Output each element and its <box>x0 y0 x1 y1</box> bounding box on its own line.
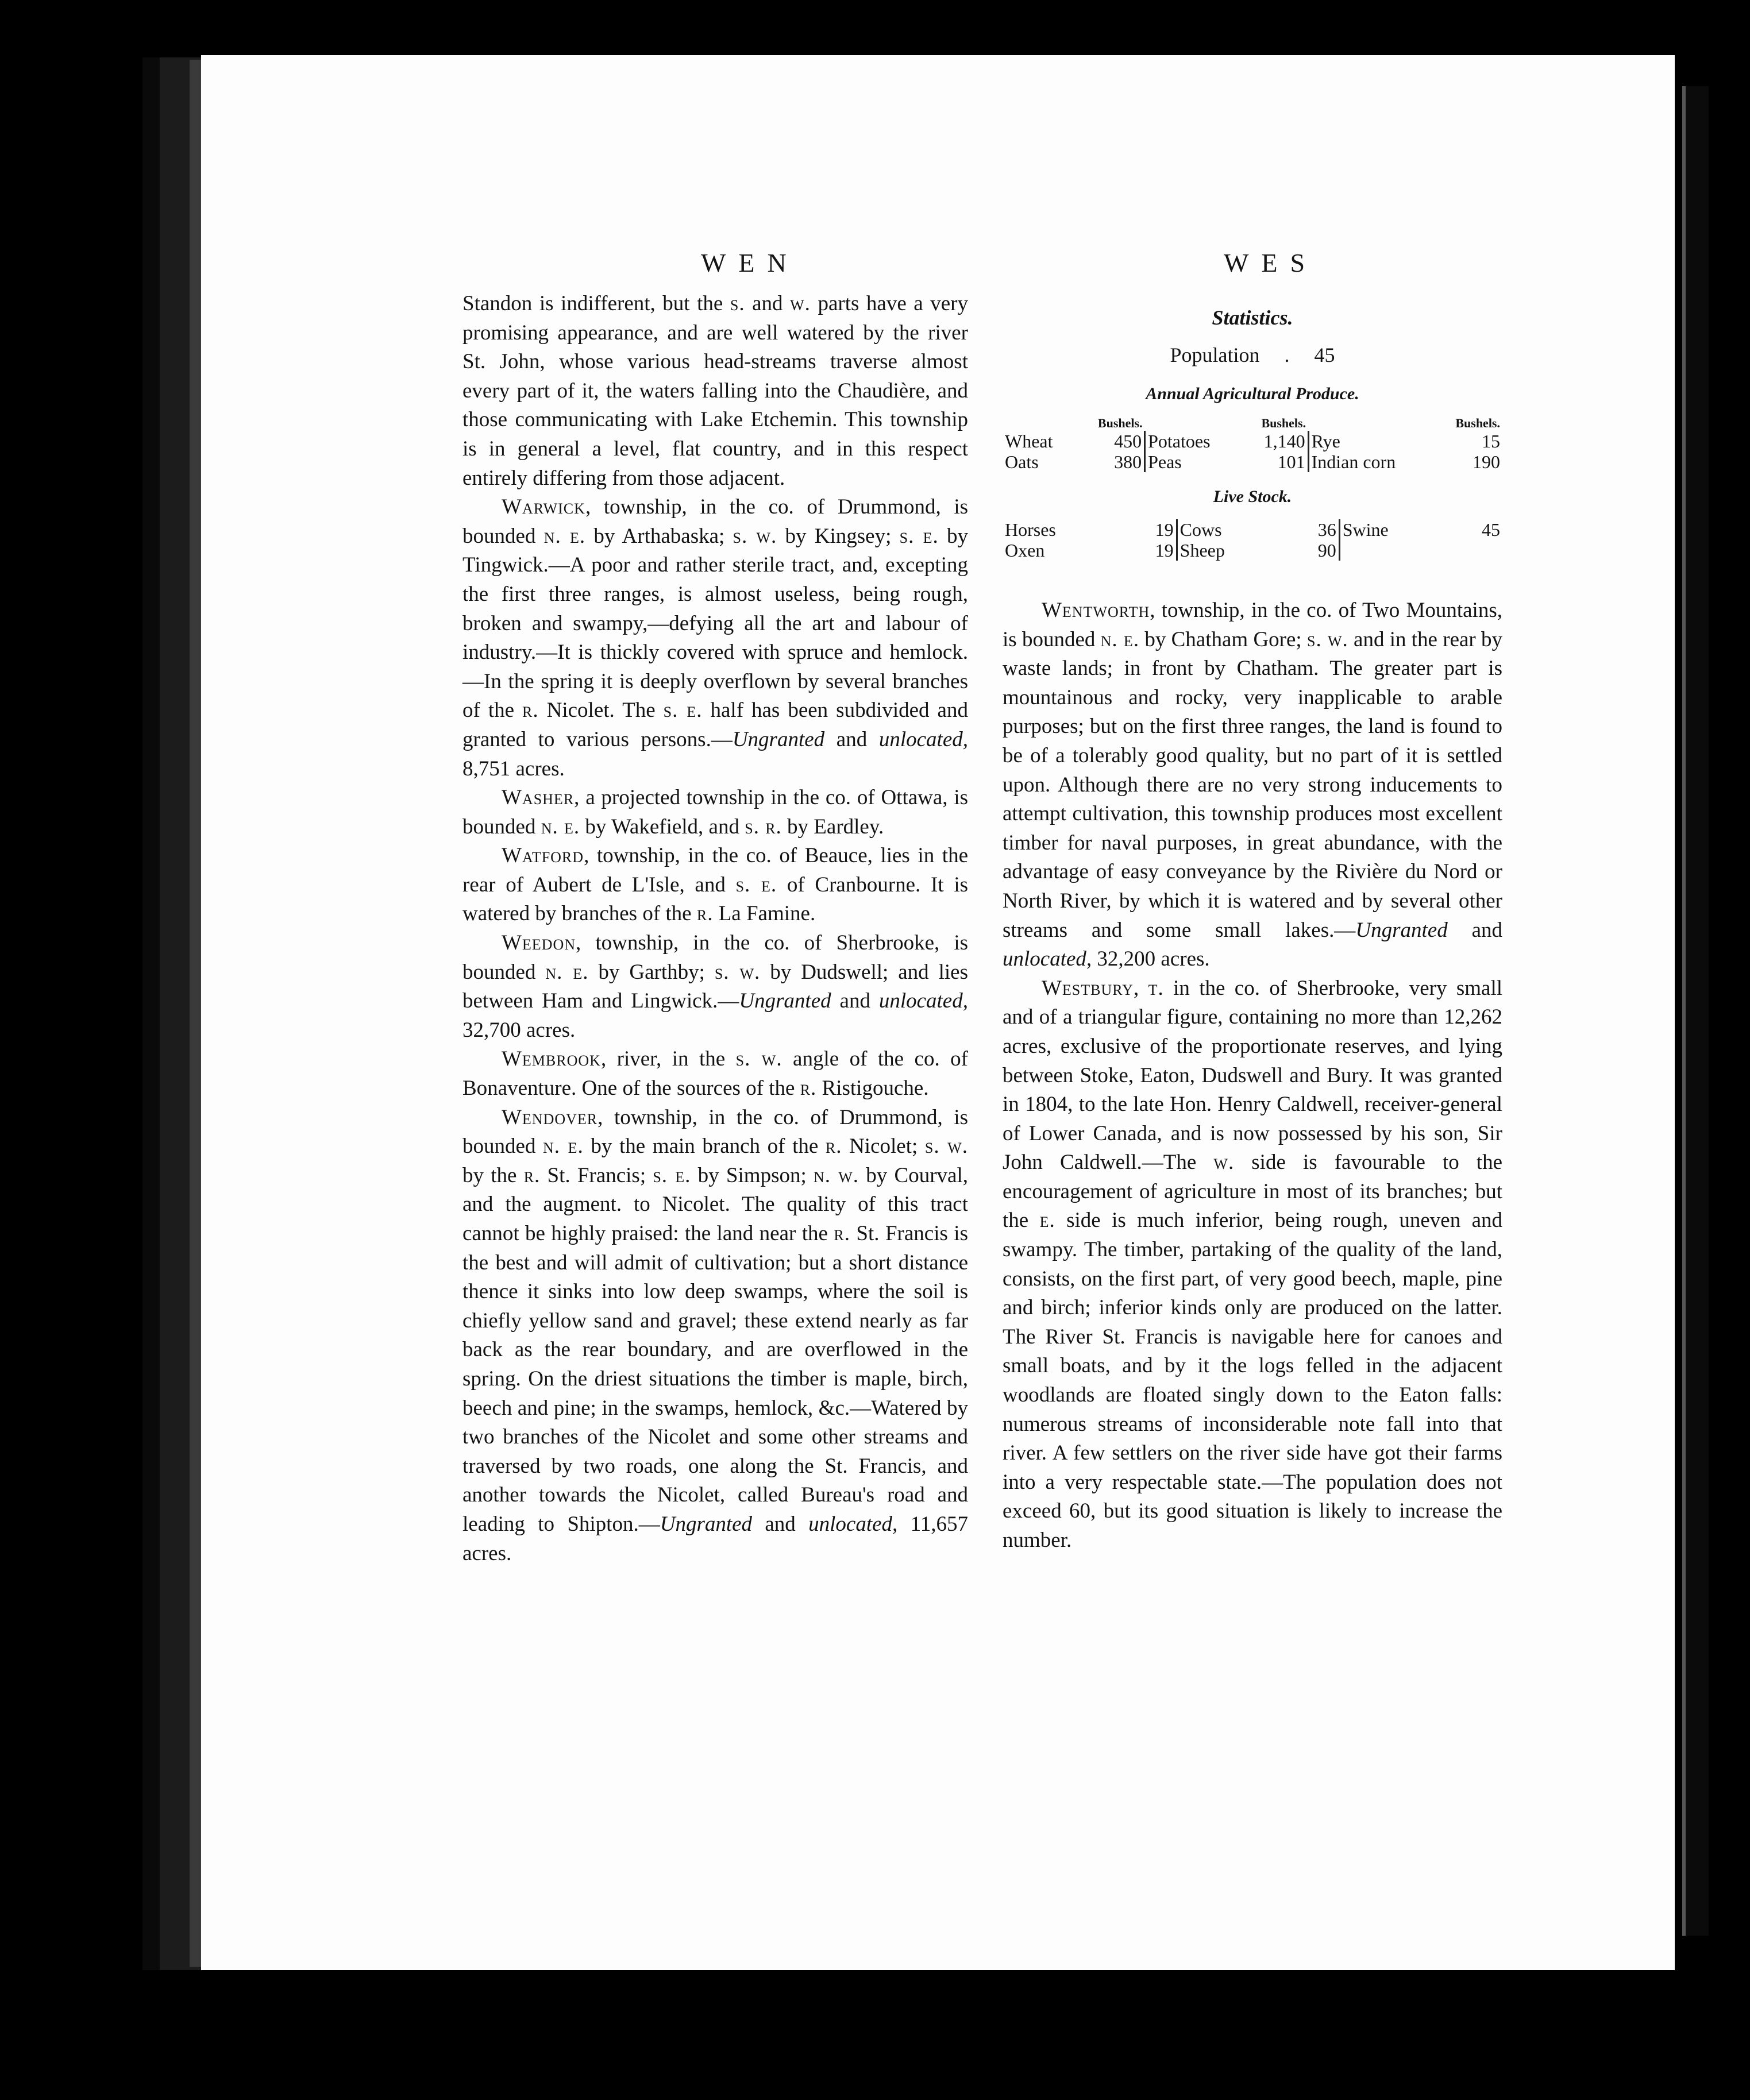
small-caps-text: Washer <box>502 786 575 810</box>
body-text: St. Francis; <box>540 1163 653 1187</box>
body-text: by Tingwick.—A poor and rather sterile tract, and, excepting the first three ranges, is almost useless, being rough, broken and swampy,—defying all the art and labour of industry.—It is thickly covered with spruce and hemlock.—In the spring it is deeply overflown by several branches of the <box>462 524 968 723</box>
paragraph <box>462 289 968 493</box>
body-text: side is much inferior, being rough, uneven and swampy. The timber, partaking of the quality of the land, consists, on the first part, of very good beech, maple, pine and birch; inferior kinds only are produced on the latter. The River St. Francis is navigable here for canoes and small boats, and by it the logs felled in the adjacent woodlands are floated singly down to the Eaton falls: numerous streams of inconsiderable note fall into that river. A few settlers on the river side have got their farms into a very respectable state.—The population does not exceed 60, but its good situation is likely to increase the number. <box>1003 1209 1502 1552</box>
small-caps-text: s. e. <box>663 698 703 723</box>
crop-name: Peas <box>1148 451 1182 472</box>
small-caps-text: w. <box>1213 1151 1235 1175</box>
livestock-value: 90 <box>1287 540 1339 561</box>
body-text: , township, in the co. of Drummond, is bounded <box>462 1105 968 1159</box>
next-page-edge <box>1682 86 1709 1936</box>
body-text: , township, in the co. of Drummond, is bounded <box>462 495 968 548</box>
small-caps-text: Watford <box>502 844 584 868</box>
left-running-head: WEN <box>701 248 799 277</box>
body-text: 8,751 acres. <box>462 756 565 781</box>
body-text: 11,657 acres. <box>462 1512 968 1565</box>
body-text: and <box>1447 918 1502 942</box>
italic-text: unlocated, <box>878 989 968 1013</box>
small-caps-text: n. e. <box>545 960 589 984</box>
small-caps-text: n. e. <box>543 524 586 548</box>
livestock-name <box>1339 540 1452 561</box>
small-caps-text: s. w. <box>924 1134 968 1159</box>
left-text-column <box>462 289 968 1568</box>
body-text: and <box>824 727 879 751</box>
livestock-name: Sheep <box>1179 540 1225 561</box>
small-caps-text: r. <box>834 1222 850 1245</box>
body-text: by Eardley. <box>781 814 884 839</box>
body-text: La Famine. <box>713 902 816 926</box>
crop-value: 15 <box>1482 430 1500 451</box>
body-text: and <box>752 1512 809 1536</box>
small-caps-text: e. <box>1039 1209 1055 1233</box>
statistics-title: Statistics. <box>1212 306 1293 329</box>
italic-text: Ungranted <box>739 989 831 1013</box>
body-text: angle of the co. of Bonaventure. One of the sources of the <box>462 1047 968 1101</box>
produce-table <box>1003 416 1502 472</box>
body-text: by Courval, and the augment. to Nicolet. The quality of this tract cannot be highly praised: the land near the <box>462 1163 969 1245</box>
small-caps-text: Westbury <box>1042 976 1134 1000</box>
body-text: Nicolet. The <box>538 698 664 723</box>
paragraph <box>462 1103 968 1569</box>
paragraph <box>462 841 968 929</box>
unit-header: Bushels. <box>1261 415 1306 430</box>
population-value: 45 <box>1314 343 1335 366</box>
small-caps-text: Wembrook <box>502 1047 601 1071</box>
livestock-name: Swine <box>1342 519 1389 541</box>
body-text: by Simpson; <box>691 1163 814 1187</box>
livestock-table <box>1003 519 1502 561</box>
crop-name: Wheat <box>1005 430 1053 451</box>
body-text: by Chatham Gore; <box>1139 627 1307 651</box>
right-running-head: WES <box>1224 248 1318 277</box>
italic-text: Ungranted <box>660 1512 753 1536</box>
body-text: , township, in the co. of Beauce, lies in the rear of Aubert de L'Isle, and <box>462 844 968 897</box>
crop-value: 101 <box>1239 451 1308 472</box>
italic-text: Ungranted <box>732 727 825 751</box>
small-caps-text: s. w. <box>1306 627 1348 651</box>
italic-text: unlocated, <box>808 1512 898 1536</box>
livestock-title: Live Stock. <box>1213 487 1292 506</box>
livestock-value: 19 <box>1124 540 1177 561</box>
crop-name: Oats <box>1005 451 1039 472</box>
body-text: side is favourable to the encouragement of agriculture in most of its branches; but the <box>1003 1151 1503 1233</box>
table-row <box>1003 451 1502 472</box>
body-text: by Kingsey; <box>777 524 900 548</box>
italic-text: unlocated, <box>1003 947 1092 971</box>
small-caps-text: w. <box>790 292 811 315</box>
body-text: , river, in the <box>600 1047 736 1071</box>
book-page <box>201 55 1675 1970</box>
body-text: and in the rear by waste lands; in front by Chatham. The greater part is mountainous and rocky, very inapplicable to arable purposes; but on the first three ranges, the land is found to be of a tolerably good quality, but no part of it is settled upon. Although there are no very strong inducements to attempt cultivation, this township produces most excellent timber for naval purposes, in great abundance, with the advantage of easy conveyance by the Rivière du Nord or North River, by which it is watered and by several other streams and some small lakes.— <box>1003 627 1502 942</box>
unit-header: Bushels. <box>1097 415 1143 430</box>
small-caps-text: Warwick <box>502 495 585 519</box>
small-caps-text: r. <box>522 698 539 723</box>
crop-value: 1,140 <box>1239 431 1308 451</box>
small-caps-text: s. e. <box>735 873 777 897</box>
body-text: by Arthabaska; <box>585 524 733 548</box>
body-text: by Garthby; <box>588 960 715 984</box>
body-text: and <box>745 292 791 315</box>
italic-text: Ungranted <box>1355 918 1448 942</box>
small-caps-text: Weedon <box>502 931 576 955</box>
body-text: in the co. of Sherbrooke, very small and of a triangular figure, containing no more than 12,262 acres, exclusive of the proportionate reserves, and lying between Stoke, Eaton, Dudswell and Bury. It was granted in 1804, to the late Hon. Henry Caldwell, receiver-general of Lower Canada, and is now possessed by his son, Sir John Caldwell.—The <box>1003 976 1502 1175</box>
small-caps-text: Wendover <box>502 1105 598 1129</box>
livestock-value: 45 <box>1482 519 1500 541</box>
body-text: of Cranbourne. It is watered by branches of the <box>462 873 969 926</box>
body-text: , township, in the co. of Two Mountains, is bounded <box>1003 599 1502 651</box>
table-row <box>1003 519 1502 540</box>
population-label: Population <box>1170 343 1260 366</box>
produce-title: Annual Agricultural Produce. <box>1146 384 1359 404</box>
small-caps-text: t. <box>1148 976 1164 1000</box>
unit-header: Bushels. <box>1455 415 1500 430</box>
livestock-value: 19 <box>1124 519 1177 540</box>
small-caps-text: s. w. <box>735 1047 783 1071</box>
statistics-block <box>1003 303 1502 561</box>
livestock-value: 36 <box>1287 519 1339 540</box>
body-text: by Wakefield, and <box>580 814 745 839</box>
small-caps-text: s. w. <box>714 960 761 984</box>
body-text: Standon is indifferent, but the <box>462 292 730 315</box>
crop-name: Potatoes <box>1148 430 1211 451</box>
body-text: Ristigouche. <box>816 1076 929 1101</box>
body-text: half has been subdivided and granted to various persons.— <box>462 698 968 751</box>
population-line: Population . 45 <box>1170 343 1335 366</box>
small-caps-text: s. <box>730 292 745 315</box>
paragraph <box>1003 974 1502 1555</box>
crop-name: Rye <box>1311 430 1340 451</box>
small-caps-text: Wentworth <box>1042 599 1150 622</box>
body-text: 32,700 acres. <box>462 1018 576 1042</box>
small-caps-text: n. e. <box>543 1134 584 1159</box>
body-text: , a projected township in the co. of Ottawa, is bounded <box>462 786 968 839</box>
body-text: St. Francis is the best and will admit of cultivation; but a short distance thence it sinks into low deep swamps, where the soil is chiefly yellow sand and gravel; these extend nearly as far back as the rear boundary, and are overflowed in the spring. On the driest situations the timber is maple, birch, beech and pine; in the swamps, hemlock, &c.—Watered by two branches of the Nicolet and some other streams and traversed by two roads, one along the St. Francis, and another towards the Nicolet, called Bureau's road and leading to Shipton.— <box>462 1222 968 1536</box>
paragraph <box>1003 596 1502 974</box>
small-caps-text: r. <box>696 902 714 926</box>
small-caps-text: s. r. <box>745 814 782 839</box>
table-row <box>1003 540 1502 561</box>
body-text: , township, in the co. of Sherbrooke, is bounded <box>462 931 968 984</box>
small-caps-text: r. <box>523 1163 541 1187</box>
small-caps-text: n. w. <box>814 1163 859 1187</box>
paragraph <box>462 1045 968 1103</box>
italic-text: unlocated, <box>878 727 968 751</box>
paragraph <box>462 493 968 783</box>
livestock-name: Cows <box>1179 519 1222 541</box>
small-caps-text: r. <box>825 1134 842 1159</box>
crop-value: 450 <box>1076 431 1145 451</box>
crop-value: 190 <box>1473 451 1500 472</box>
body-text: by the <box>462 1163 524 1187</box>
crop-value: 380 <box>1076 451 1145 472</box>
paragraph <box>462 783 968 841</box>
small-caps-text: s. w. <box>733 524 777 548</box>
body-text: parts have a very promising appearance, and are well watered by the river St. John, whose various head-streams traverse almost every part of it, the waters falling into the Chaudière, and those communicating with Lake Etchemin. This township is in general a level, flat country, and in this respect entirely differing from those adjacent. <box>462 292 968 490</box>
small-caps-text: r. <box>800 1076 817 1101</box>
right-text-column <box>1003 596 1502 1555</box>
body-text: by Dudswell; and lies between Ham and Lingwick.— <box>462 960 968 1013</box>
table-row <box>1003 431 1502 451</box>
livestock-value <box>1452 540 1502 561</box>
crop-name: Indian corn <box>1311 451 1396 472</box>
body-text: and <box>831 989 879 1013</box>
small-caps-text: s. e. <box>899 524 939 548</box>
livestock-name: Oxen <box>1005 540 1045 561</box>
small-caps-text: n. e. <box>1100 627 1140 651</box>
small-caps-text: s. e. <box>653 1163 691 1187</box>
paragraph <box>462 929 968 1045</box>
body-text: , <box>1133 976 1148 1000</box>
livestock-name: Horses <box>1005 519 1056 541</box>
body-text: Nicolet; <box>842 1134 925 1159</box>
body-text: by the main branch of the <box>583 1134 826 1159</box>
small-caps-text: n. e. <box>541 814 580 839</box>
body-text: 32,200 acres. <box>1092 947 1210 971</box>
